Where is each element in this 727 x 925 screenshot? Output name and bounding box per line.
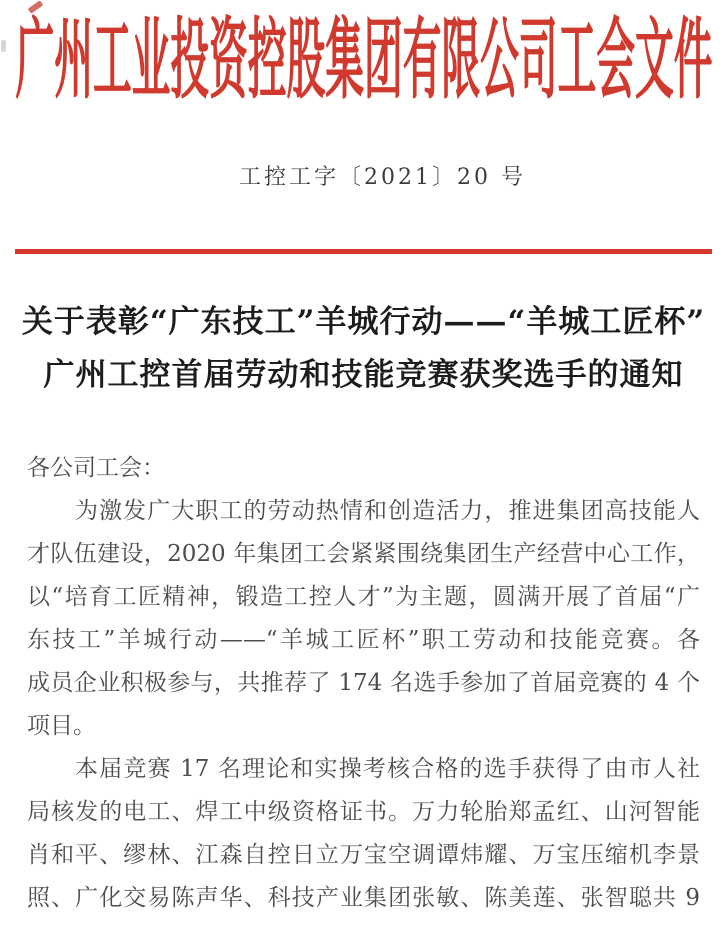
body-line: 局核发的电工、焊工中级资格证书。万力轮胎郑孟红、山河智能	[27, 799, 700, 825]
letterhead-title: 广州工业投资控股集团有限公司工会文件	[15, 7, 712, 111]
body-line: 项目。	[27, 713, 96, 739]
document-title-line2: 广州工控首届劳动和技能竞赛获奖选手的通知	[43, 357, 684, 393]
body-line: 以“培育工匠精神，锻造工控人才”为主题，圆满开展了首届“广	[27, 584, 700, 610]
body-line: 本届竞赛 17 名理论和实操考核合格的选手获得了由市人社	[75, 756, 700, 782]
document-body	[27, 447, 700, 920]
body-line: 各公司工会：	[27, 455, 165, 481]
body-line: 为激发广大职工的劳动热情和创造活力，推进集团高技能人	[75, 498, 700, 524]
body-line: 照、广化交易陈声华、科技产业集团张敏、陈美莲、张智聪共 9	[27, 885, 700, 911]
document-title-line1: 关于表彰“广东技工”羊城行动——“羊城工匠杯”	[21, 304, 706, 340]
body-line: 成员企业积极参与，共推荐了 174 名选手参加了首届竞赛的 4 个	[27, 670, 700, 696]
body-line: 东技工”羊城行动——“羊城工匠杯”职工劳动和技能竞赛。各	[27, 627, 700, 653]
body-line: 肖和平、缪林、江森自控日立万宝空调谭炜耀、万宝压缩机李景	[27, 842, 700, 868]
letterhead-band	[0, 6, 727, 112]
red-separator-rule	[15, 249, 712, 254]
document-title	[0, 296, 727, 402]
document-number: 工控工字〔2021〕20 号	[239, 165, 526, 190]
body-line: 才队伍建设，2020 年集团工会紧紧围绕集团生产经营中心工作，	[27, 541, 700, 567]
